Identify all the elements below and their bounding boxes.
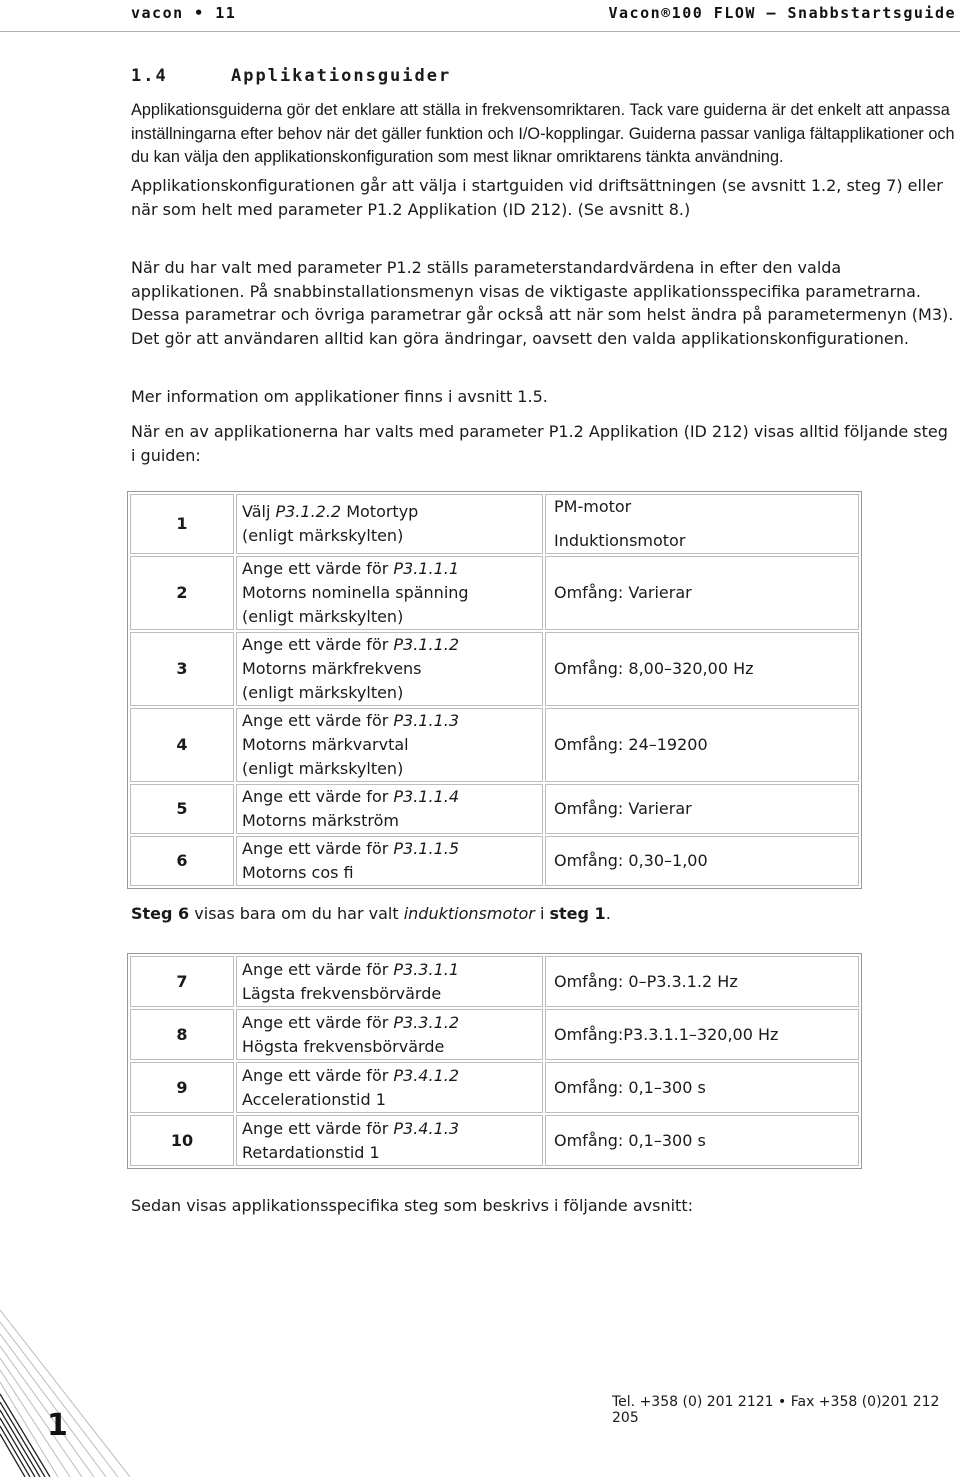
range-value: PM-motor xyxy=(554,497,632,516)
step-line1 xyxy=(242,837,542,861)
note-part2: visas bara om du har valt xyxy=(189,904,404,923)
header-left: vacon • 11 xyxy=(131,4,237,22)
step-number: 6 xyxy=(130,836,234,886)
step6-note xyxy=(131,902,957,926)
step-row xyxy=(130,1062,859,1113)
header-right: Vacon®100 FLOW – Snabbstartsguide xyxy=(608,4,956,22)
step-suffix: Motortyp xyxy=(341,502,419,521)
range-value-alt: Induktionsmotor xyxy=(554,531,686,550)
step-number: 3 xyxy=(130,632,234,706)
step-prefix: Ange ett värde för xyxy=(242,959,394,979)
step-range xyxy=(545,1062,859,1113)
step-line1 xyxy=(242,1064,542,1088)
step-detail-line: (enligt märkskylten) xyxy=(242,683,404,702)
steps-table-1 xyxy=(127,491,862,889)
step-detail-line: Motorns märkfrekvens xyxy=(242,659,422,678)
step-prefix: Ange ett värde för xyxy=(242,635,394,654)
step-line1 xyxy=(242,1117,542,1141)
range-value: Omfång: Varierar xyxy=(554,799,692,818)
step-row xyxy=(130,836,859,886)
step-line1 xyxy=(242,785,542,809)
section-heading xyxy=(131,66,451,86)
step-row xyxy=(130,708,859,782)
step-row xyxy=(130,556,859,630)
step-range xyxy=(545,836,859,886)
step-number: 7 xyxy=(130,956,234,1007)
step-range xyxy=(545,632,859,706)
step-number: 9 xyxy=(130,1062,234,1113)
step-range xyxy=(545,556,859,630)
parameter-code: P3.1.1.5 xyxy=(393,839,460,858)
parameter-code: P3.3.1.1 xyxy=(393,959,460,979)
step-line1 xyxy=(242,709,542,733)
steps-table-2 xyxy=(127,953,862,1169)
parameter-code: P3.4.1.3 xyxy=(393,1118,460,1138)
step-line1 xyxy=(242,1011,542,1035)
step-number: 2 xyxy=(130,556,234,630)
closing-paragraph: Sedan visas applikationsspecifika steg som beskrivs i följande avsnitt: xyxy=(131,1196,693,1215)
step-row xyxy=(130,1009,859,1060)
step-description xyxy=(236,494,543,554)
header-rule xyxy=(0,31,960,32)
step-line1 xyxy=(242,500,542,524)
parameter-code: P3.1.1.3 xyxy=(393,711,460,730)
step-prefix: Ange ett värde för xyxy=(242,1118,394,1138)
step-row xyxy=(130,784,859,834)
step-detail-line: Högsta frekvensbörvärde xyxy=(242,1036,445,1056)
parameter-code: P3.1.2.2 xyxy=(275,502,342,521)
step-number: 1 xyxy=(130,494,234,554)
step-prefix: Ange ett värde för xyxy=(242,1012,394,1032)
range-value: Omfång: 24–19200 xyxy=(554,735,708,754)
step-description xyxy=(236,556,543,630)
step-detail-line: Retardationstid 1 xyxy=(242,1142,380,1162)
page-marker: 1 xyxy=(47,1408,68,1443)
step-row xyxy=(130,632,859,706)
step-description xyxy=(236,708,543,782)
step-number: 4 xyxy=(130,708,234,782)
range-value: Omfång: 8,00–320,00 Hz xyxy=(554,659,754,678)
more-info-paragraph: Mer information om applikationer finns i avsnitt 1.5. xyxy=(131,387,548,406)
corner-stripes-graphic xyxy=(0,1300,140,1477)
step-detail-line: Accelerationstid 1 xyxy=(242,1089,386,1109)
step-range xyxy=(545,1115,859,1166)
step-prefix: Ange ett värde för xyxy=(242,559,394,578)
note-part3: induktionsmotor xyxy=(403,904,535,923)
step-prefix: Ange ett värde for xyxy=(242,787,394,806)
step-prefix: Välj xyxy=(242,502,276,521)
parameter-code: P3.4.1.2 xyxy=(393,1065,460,1085)
parameter-code: P3.1.1.1 xyxy=(393,559,460,578)
step-range xyxy=(545,1009,859,1060)
step-detail-line: Motorns märkström xyxy=(242,811,399,830)
step-prefix: Ange ett värde för xyxy=(242,1065,394,1085)
range-value: Omfång: 0,1–300 s xyxy=(554,1077,706,1097)
step-detail-line: Motorns nominella spänning xyxy=(242,583,469,602)
step-detail-line: Motorns cos fi xyxy=(242,863,354,882)
step-range xyxy=(545,784,859,834)
step-range xyxy=(545,708,859,782)
step-detail-line: (enligt märkskylten) xyxy=(242,526,404,545)
section-number: 1.4 xyxy=(131,66,168,86)
step-detail-line: Lägsta frekvensbörvärde xyxy=(242,983,442,1003)
parameter-code: P3.3.1.2 xyxy=(393,1012,460,1032)
step-number: 10 xyxy=(130,1115,234,1166)
note-part1: Steg 6 xyxy=(131,904,190,923)
step-number: 8 xyxy=(130,1009,234,1060)
intro-paragraph: Applikationsguiderna gör det enklare att ställa in frekvensomriktaren. Tack vare guiderna är det enkelt att anpassa inställningarna efter behov när det gäller funktion och I/O-kopplingar. Guiderna passar vanliga fältapplikationer och du kan välja den applikationskonfiguration som mest liknar omriktarens tänkta användning. xyxy=(131,101,955,167)
step-range xyxy=(545,956,859,1007)
range-value: Omfång: Varierar xyxy=(554,583,692,602)
step-range xyxy=(545,494,859,554)
step-description xyxy=(236,632,543,706)
step-detail-line: (enligt märkskylten) xyxy=(242,759,404,778)
step-description xyxy=(236,1115,543,1166)
step-row xyxy=(130,1115,859,1166)
step-line1 xyxy=(242,557,542,581)
when-selected-paragraph: När en av applikationerna har valts med parameter P1.2 Applikation (ID 212) visas alltid följande steg i guiden: xyxy=(131,422,948,465)
step-number: 5 xyxy=(130,784,234,834)
step-description xyxy=(236,836,543,886)
step-prefix: Ange ett värde för xyxy=(242,711,394,730)
note-part4: i xyxy=(534,904,550,923)
step-line1 xyxy=(242,958,542,982)
config-paragraph: Applikationskonfigurationen går att välja i startguiden vid driftsättningen (se avsnitt 1.2, steg 7) eller när som helt med parameter P1.2 Applikation (ID 212). (Se avsnitt 8.) xyxy=(131,176,943,219)
range-value: Omfång: 0–P3.3.1.2 Hz xyxy=(554,971,738,991)
parameter-code: P3.1.1.4 xyxy=(393,787,460,806)
step-description xyxy=(236,784,543,834)
range-value: Omfång: 0,1–300 s xyxy=(554,1130,706,1150)
step-row xyxy=(130,494,859,554)
parameter-code: P3.1.1.2 xyxy=(393,635,460,654)
step-description xyxy=(236,1062,543,1113)
step-prefix: Ange ett värde för xyxy=(242,839,394,858)
note-part6: . xyxy=(605,904,611,923)
step-description xyxy=(236,1009,543,1060)
range-value: Omfång:P3.3.1.1–320,00 Hz xyxy=(554,1024,779,1044)
step-description xyxy=(236,956,543,1007)
section-title: Applikationsguider xyxy=(231,66,452,86)
footer-contact: Tel. +358 (0) 201 2121 • Fax +358 (0)201 212 205 xyxy=(612,1394,940,1426)
step-row xyxy=(130,956,859,1007)
after-select-paragraph: När du har valt med parameter P1.2 ställs parameterstandardvärdena in efter den valda applikationen. På snabbinstallationsmenyn visas de viktigaste applikationsspecifika parametrarna. Dessa parametrar och övriga parametrar går också att när som helst ändra på parametermenyn (M3). Det gör att användaren alltid kan göra ändringar, oavsett den valda applikationskonfigurationen. xyxy=(131,258,954,348)
range-value: Omfång: 0,30–1,00 xyxy=(554,851,708,870)
step-detail-line: (enligt märkskylten) xyxy=(242,607,404,626)
step-detail-line: Motorns märkvarvtal xyxy=(242,735,409,754)
note-part5: steg 1 xyxy=(549,904,606,923)
step-line1 xyxy=(242,633,542,657)
